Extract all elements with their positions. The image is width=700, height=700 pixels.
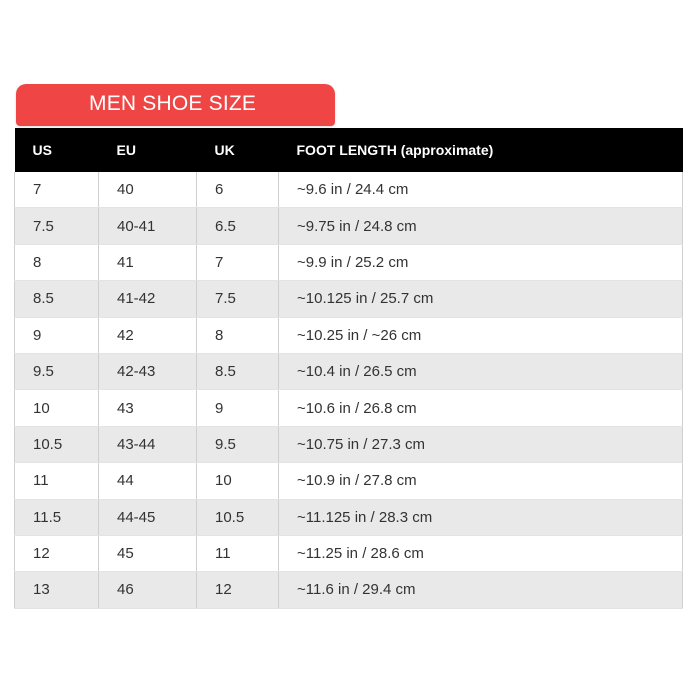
header-row (15, 128, 683, 172)
header-us: US (15, 128, 99, 172)
cell-us: 13 (15, 572, 99, 608)
cell-uk: 6 (197, 172, 279, 208)
cell-uk: 9 (197, 390, 279, 426)
cell-eu: 42 (99, 317, 197, 353)
cell-eu: 40 (99, 172, 197, 208)
cell-foot-length: ~9.9 in / 25.2 cm (279, 244, 683, 280)
cell-foot-length: ~10.125 in / 25.7 cm (279, 281, 683, 317)
size-table (14, 128, 683, 609)
cell-foot-length: ~9.6 in / 24.4 cm (279, 172, 683, 208)
table-row (15, 244, 683, 280)
cell-eu: 43 (99, 390, 197, 426)
cell-eu: 45 (99, 535, 197, 571)
table-row (15, 463, 683, 499)
chart-title: MEN SHOE SIZE (89, 92, 257, 115)
cell-foot-length: ~10.9 in / 27.8 cm (279, 463, 683, 499)
cell-eu: 41 (99, 244, 197, 280)
cell-us: 10 (15, 390, 99, 426)
cell-foot-length: ~10.6 in / 26.8 cm (279, 390, 683, 426)
table-row (15, 426, 683, 462)
table-header (15, 128, 683, 172)
table-row (15, 317, 683, 353)
cell-uk: 8 (197, 317, 279, 353)
cell-foot-length: ~11.25 in / 28.6 cm (279, 535, 683, 571)
cell-us: 8.5 (15, 281, 99, 317)
cell-foot-length: ~10.25 in / ~26 cm (279, 317, 683, 353)
header-uk: UK (197, 128, 279, 172)
header-eu: EU (99, 128, 197, 172)
cell-us: 7 (15, 172, 99, 208)
cell-foot-length: ~11.6 in / 29.4 cm (279, 572, 683, 608)
cell-uk: 6.5 (197, 208, 279, 244)
cell-eu: 42-43 (99, 353, 197, 389)
table-row (15, 281, 683, 317)
cell-eu: 40-41 (99, 208, 197, 244)
cell-uk: 7.5 (197, 281, 279, 317)
cell-foot-length: ~9.75 in / 24.8 cm (279, 208, 683, 244)
cell-us: 7.5 (15, 208, 99, 244)
title-tab (16, 84, 335, 126)
cell-uk: 10.5 (197, 499, 279, 535)
cell-eu: 44-45 (99, 499, 197, 535)
cell-foot-length: ~10.75 in / 27.3 cm (279, 426, 683, 462)
header-foot-length: FOOT LENGTH (approximate) (279, 128, 683, 172)
table-row (15, 172, 683, 208)
cell-uk: 11 (197, 535, 279, 571)
cell-eu: 44 (99, 463, 197, 499)
cell-us: 8 (15, 244, 99, 280)
cell-us: 11 (15, 463, 99, 499)
cell-us: 10.5 (15, 426, 99, 462)
table-row (15, 390, 683, 426)
cell-uk: 8.5 (197, 353, 279, 389)
cell-us: 11.5 (15, 499, 99, 535)
cell-us: 12 (15, 535, 99, 571)
cell-uk: 10 (197, 463, 279, 499)
table-row (15, 208, 683, 244)
table-body (15, 172, 683, 608)
table-row (15, 535, 683, 571)
cell-foot-length: ~11.125 in / 28.3 cm (279, 499, 683, 535)
cell-eu: 46 (99, 572, 197, 608)
cell-us: 9.5 (15, 353, 99, 389)
table-row (15, 572, 683, 608)
cell-uk: 9.5 (197, 426, 279, 462)
cell-uk: 7 (197, 244, 279, 280)
cell-eu: 41-42 (99, 281, 197, 317)
table-row (15, 353, 683, 389)
table-row (15, 499, 683, 535)
cell-foot-length: ~10.4 in / 26.5 cm (279, 353, 683, 389)
cell-uk: 12 (197, 572, 279, 608)
cell-eu: 43-44 (99, 426, 197, 462)
cell-us: 9 (15, 317, 99, 353)
